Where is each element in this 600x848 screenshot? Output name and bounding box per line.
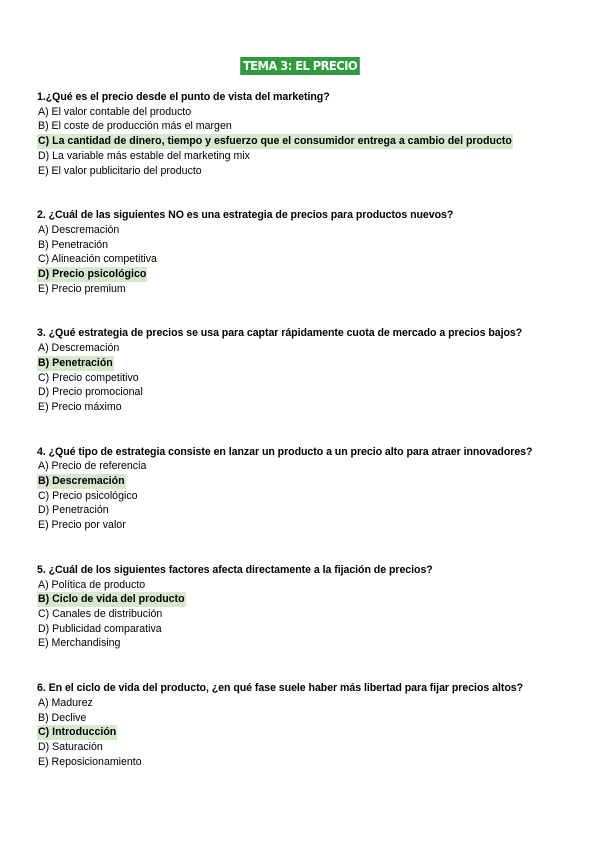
title-container [0,57,600,75]
option-b-correct [37,474,577,489]
option-c [37,607,577,622]
option-label: A) El valor contable del producto [38,105,192,118]
option-label: E) Reposicionamiento [38,755,142,768]
option-label: B) Descremación [38,475,125,488]
question-1 [37,90,577,178]
option-label: E) Precio premium [38,282,126,295]
question-3 [37,326,577,414]
option-d-correct [37,267,577,282]
option-e [37,400,577,415]
option-c [37,489,577,504]
option-e [37,164,577,179]
question-text: 4. ¿Qué tipo de estrategia consiste en lanzar un producto a un precio alto para atraer innovadores? [37,445,533,458]
option-b [37,711,577,726]
option-d [37,622,577,637]
question-text: 5. ¿Cuál de los siguientes factores afecta directamente a la fijación de precios? [37,563,433,576]
option-label: E) Precio máximo [38,400,122,413]
question-5 [37,563,577,651]
option-a [37,105,577,120]
option-e [37,636,577,651]
option-e [37,755,577,770]
option-d [37,149,577,164]
option-label: B) Penetración [38,238,109,251]
option-d [37,740,577,755]
question-text: 1.¿Qué es el precio desde el punto de vista del marketing? [37,91,330,103]
option-label: A) Madurez [38,696,93,709]
question-list [37,90,577,799]
document-title: TEMA 3: EL PRECIO [240,57,360,75]
option-label: B) Declive [38,711,87,724]
option-a [37,223,577,238]
option-d [37,385,577,400]
question-6 [37,681,577,769]
option-label: E) Precio por valor [38,519,126,532]
question-4 [37,445,577,533]
option-label: D) La variable más estable del marketing mix [38,149,250,162]
option-label: C) Canales de distribución [38,607,163,620]
option-b [37,119,577,134]
option-c [37,252,577,267]
option-label: D) Precio psicológico [38,268,147,281]
question-text: 2. ¿Cuál de las siguientes NO es una estrategia de precios para productos nuevos? [37,209,454,222]
option-d [37,503,577,518]
option-c [37,371,577,386]
option-label: C) Introducción [38,726,117,739]
option-c-correct [37,725,577,740]
option-label: A) Política de producto [38,578,146,591]
option-b-correct [37,356,577,371]
question-text: 6. En el ciclo de vida del producto, ¿en qué fase suele haber más libertad para fijar precios altos? [37,682,523,695]
option-label: C) Alineación competitiva [38,253,157,266]
option-label: A) Descremación [38,223,120,236]
question-text: 3. ¿Qué estrategia de precios se usa para captar rápidamente cuota de mercado a precios bajos? [37,327,523,340]
option-label: B) El coste de producción más el margen [38,120,232,133]
option-e [37,282,577,297]
option-label: D) Precio promocional [38,386,143,399]
option-label: C) La cantidad de dinero, tiempo y esfuerzo que el consumidor entrega a cambio del producto [38,135,512,148]
option-label: B) Penetración [38,356,113,369]
option-label: A) Descremación [38,342,120,355]
question-2 [37,208,577,296]
option-label: B) Ciclo de vida del producto [38,593,185,606]
option-label: C) Precio competitivo [38,371,139,384]
option-a [37,459,577,474]
option-e [37,518,577,533]
option-label: E) El valor publicitario del producto [38,164,202,177]
option-b-correct [37,592,577,607]
option-label: C) Precio psicológico [38,489,138,502]
option-label: E) Merchandising [38,637,121,650]
option-label: D) Saturación [38,740,103,753]
option-c-correct [37,134,577,149]
option-a [37,578,577,593]
option-b [37,238,577,253]
option-label: D) Publicidad comparativa [38,622,162,635]
option-label: D) Penetración [38,504,109,517]
option-a [37,341,577,356]
option-a [37,696,577,711]
option-label: A) Precio de referencia [38,460,147,473]
